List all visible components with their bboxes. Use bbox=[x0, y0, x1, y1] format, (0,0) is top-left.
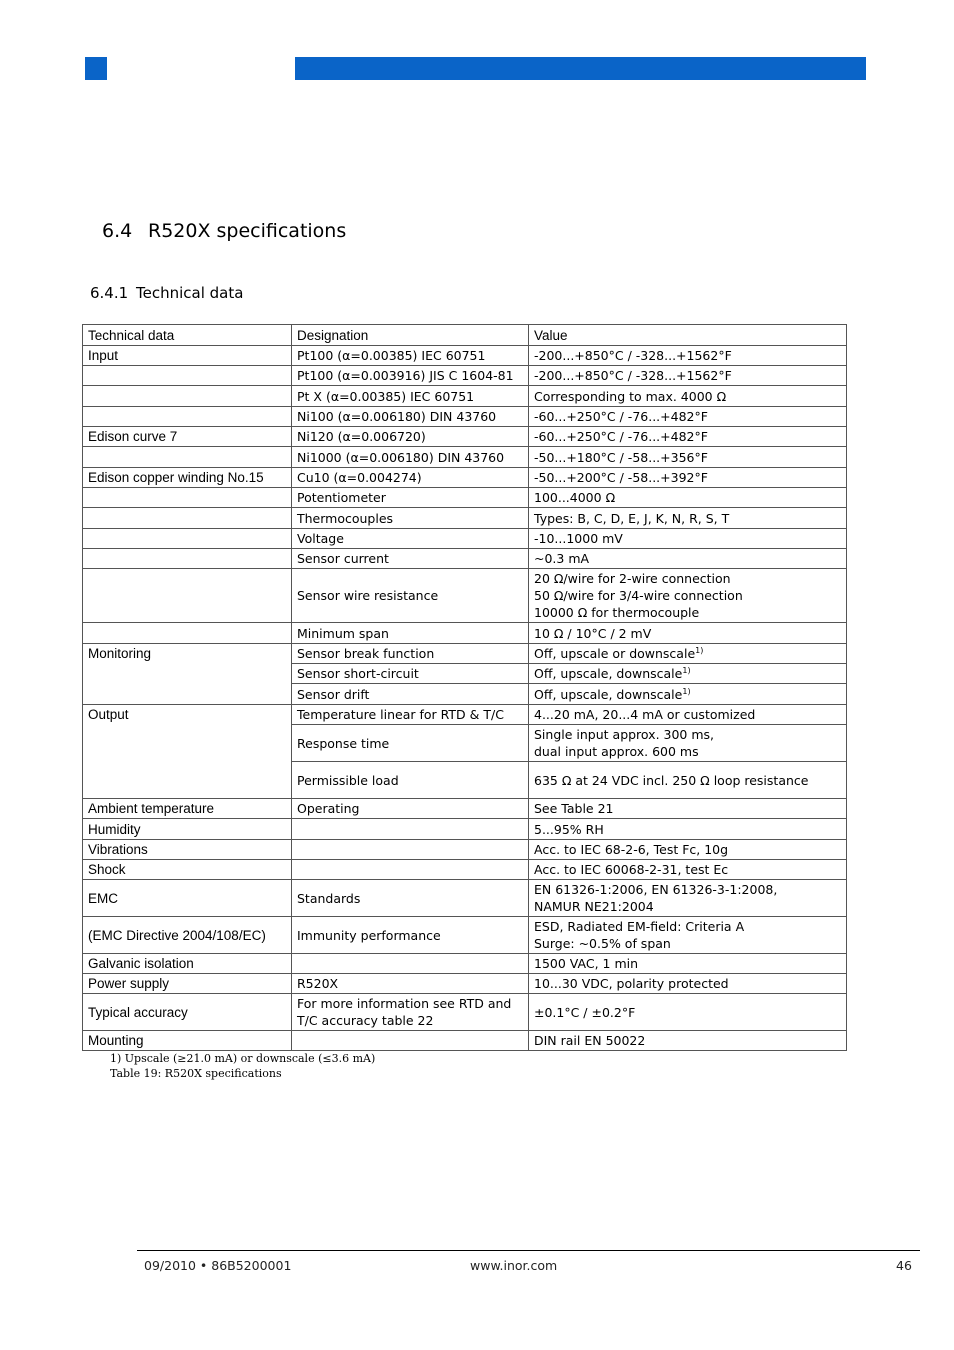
table-cell: Input bbox=[83, 346, 292, 366]
table-row bbox=[83, 529, 847, 549]
table-cell bbox=[83, 447, 292, 468]
table-row bbox=[83, 468, 847, 488]
header-brand-square bbox=[85, 57, 107, 80]
cell-text: Off, upscale, downscale bbox=[534, 686, 683, 702]
table-cell bbox=[529, 917, 847, 954]
table-cell bbox=[529, 569, 847, 623]
table-cell bbox=[83, 488, 292, 508]
footnote-ref: 1) bbox=[682, 666, 691, 675]
column-header: Technical data bbox=[83, 325, 292, 346]
table-cell: Sensor break function bbox=[292, 644, 529, 664]
table-cell: Permissible load bbox=[292, 762, 529, 799]
table-cell: Pt100 (α=0.003916) JIS C 1604-81 bbox=[292, 366, 529, 386]
table-cell: Operating bbox=[292, 799, 529, 819]
table-cell: -200...+850°C / -328...+1562°F bbox=[529, 366, 847, 386]
table-cell: Sensor short-circuit bbox=[292, 664, 529, 684]
column-header: Value bbox=[529, 325, 847, 346]
subsection-title: Technical data bbox=[136, 284, 244, 302]
table-row bbox=[83, 346, 847, 366]
cell-line: For more information see RTD and bbox=[297, 996, 512, 1011]
footer-date-docnumber: 09/2010 • 86B5200001 bbox=[144, 1258, 292, 1273]
cell-text: Off, upscale, downscale bbox=[534, 666, 683, 681]
table-cell bbox=[83, 366, 292, 386]
table-row bbox=[83, 917, 847, 954]
table-cell: 4...20 mA, 20...4 mA or customized bbox=[529, 705, 847, 725]
table-caption: Table 19: R520X specifications bbox=[110, 1067, 282, 1080]
table-cell: 635 Ω at 24 VDC incl. 250 Ω loop resistance bbox=[529, 762, 847, 799]
table-cell: Ni100 (α=0.006180) DIN 43760 bbox=[292, 407, 529, 427]
table-cell: Temperature linear for RTD & T/C bbox=[292, 705, 529, 725]
table-cell bbox=[83, 508, 292, 529]
table-cell: Potentiometer bbox=[292, 488, 529, 508]
table-cell bbox=[292, 819, 529, 840]
cell-line: EN 61326-1:2006, EN 61326-3-1:2008, bbox=[534, 882, 778, 897]
table-cell: Standards bbox=[292, 880, 529, 917]
table-cell: 10...30 VDC, polarity protected bbox=[529, 974, 847, 994]
footnote-ref: 1) bbox=[682, 686, 691, 696]
table-cell: See Table 21 bbox=[529, 799, 847, 819]
table-row bbox=[83, 974, 847, 994]
subsection-number: 6.4.1 bbox=[90, 284, 129, 302]
table-cell: Vibrations bbox=[83, 840, 292, 860]
table-cell: Humidity bbox=[83, 819, 292, 840]
table-cell: Typical accuracy bbox=[83, 994, 292, 1031]
table-cell: (EMC Directive 2004/108/EC) bbox=[83, 917, 292, 954]
table-cell: Monitoring bbox=[83, 644, 292, 705]
table-cell: -50...+180°C / -58...+356°F bbox=[529, 447, 847, 468]
cell-line: Surge: ~0.5% of span bbox=[534, 936, 671, 951]
table-row bbox=[83, 1031, 847, 1051]
table-cell: 100...4000 Ω bbox=[529, 488, 847, 508]
table-cell: Acc. to IEC 60068-2-31, test Ec bbox=[529, 860, 847, 880]
table-row bbox=[83, 447, 847, 468]
cell-line: dual input approx. 600 ms bbox=[534, 744, 699, 759]
table-cell bbox=[529, 644, 847, 664]
cell-line: T/C accuracy table 22 bbox=[297, 1013, 434, 1028]
header-brand-bar bbox=[295, 57, 866, 80]
page-number: 46 bbox=[896, 1258, 912, 1273]
table-cell: Ni120 (α=0.006720) bbox=[292, 427, 529, 447]
table-cell: Edison curve 7 bbox=[83, 427, 292, 447]
table-row bbox=[83, 644, 847, 664]
table-cell: Edison copper winding No.15 bbox=[83, 468, 292, 488]
footnote-ref: 1) bbox=[695, 646, 704, 655]
table-cell bbox=[292, 954, 529, 974]
table-cell bbox=[529, 880, 847, 917]
cell-line: 50 Ω/wire for 3/4-wire connection bbox=[534, 588, 743, 603]
table-cell: EMC bbox=[83, 880, 292, 917]
table-row bbox=[83, 569, 847, 623]
spec-table bbox=[82, 324, 847, 1051]
table-row bbox=[83, 488, 847, 508]
table-row bbox=[83, 840, 847, 860]
cell-line: 10000 Ω for thermocouple bbox=[534, 605, 700, 620]
table-cell: Galvanic isolation bbox=[83, 954, 292, 974]
table-cell: 1500 VAC, 1 min bbox=[529, 954, 847, 974]
table-row bbox=[83, 407, 847, 427]
table-cell: Sensor wire resistance bbox=[292, 569, 529, 623]
table-cell bbox=[83, 569, 292, 623]
table-cell: Minimum span bbox=[292, 623, 529, 644]
table-cell: -60...+250°C / -76...+482°F bbox=[529, 427, 847, 447]
table-cell: Immunity performance bbox=[292, 917, 529, 954]
table-cell bbox=[529, 725, 847, 762]
table-cell: Corresponding to max. 4000 Ω bbox=[529, 386, 847, 407]
table-cell bbox=[292, 840, 529, 860]
section-title: R520X specifications bbox=[148, 220, 347, 242]
table-row bbox=[83, 954, 847, 974]
table-cell: DIN rail EN 50022 bbox=[529, 1031, 847, 1051]
table-cell bbox=[83, 407, 292, 427]
table-row bbox=[83, 386, 847, 407]
table-cell: Sensor current bbox=[292, 549, 529, 569]
table-cell bbox=[83, 549, 292, 569]
table-cell bbox=[83, 386, 292, 407]
table-cell: -200...+850°C / -328...+1562°F bbox=[529, 346, 847, 366]
table-cell: Sensor drift bbox=[292, 684, 529, 705]
section-heading bbox=[102, 220, 346, 242]
cell-line: 20 Ω/wire for 2-wire connection bbox=[534, 571, 731, 586]
cell-line: Single input approx. 300 ms, bbox=[534, 727, 715, 742]
table-cell: R520X bbox=[292, 974, 529, 994]
table-cell: Thermocouples bbox=[292, 508, 529, 529]
table-cell bbox=[292, 994, 529, 1031]
table-row bbox=[83, 860, 847, 880]
table-row bbox=[83, 705, 847, 725]
table-cell bbox=[83, 529, 292, 549]
cell-line: NAMUR NE21:2004 bbox=[534, 899, 654, 914]
table-cell: Shock bbox=[83, 860, 292, 880]
cell-text: Off, upscale or downscale bbox=[534, 646, 696, 661]
table-cell: Acc. to IEC 68-2-6, Test Fc, 10g bbox=[529, 840, 847, 860]
table-cell: Ambient temperature bbox=[83, 799, 292, 819]
table-row bbox=[83, 819, 847, 840]
table-row bbox=[83, 623, 847, 644]
section-number: 6.4 bbox=[102, 220, 133, 242]
table-row bbox=[83, 549, 847, 569]
table-cell bbox=[83, 623, 292, 644]
table-cell: 5...95% RH bbox=[529, 819, 847, 840]
table-row bbox=[83, 799, 847, 819]
footer-website-link[interactable]: www.inor.com bbox=[470, 1258, 558, 1273]
table-row bbox=[83, 508, 847, 529]
table-cell: ~0.3 mA bbox=[529, 549, 847, 569]
column-header: Designation bbox=[292, 325, 529, 346]
table-cell: Response time bbox=[292, 725, 529, 762]
table-cell: Ni1000 (α=0.006180) DIN 43760 bbox=[292, 447, 529, 468]
subsection-heading bbox=[90, 284, 243, 302]
table-cell: Voltage bbox=[292, 529, 529, 549]
table-header-row bbox=[83, 325, 847, 346]
cell-line: ESD, Radiated EM-field: Criteria A bbox=[534, 919, 745, 934]
table-cell: Types: B, C, D, E, J, K, N, R, S, T bbox=[529, 508, 847, 529]
table-cell bbox=[529, 684, 847, 705]
table-cell bbox=[292, 860, 529, 880]
table-cell: ±0.1°C / ±0.2°F bbox=[529, 994, 847, 1031]
table-cell bbox=[529, 664, 847, 684]
table-cell: Output bbox=[83, 705, 292, 799]
table-cell: Cu10 (α=0.004274) bbox=[292, 468, 529, 488]
table-row bbox=[83, 994, 847, 1031]
table-cell: Pt X (α=0.00385) IEC 60751 bbox=[292, 386, 529, 407]
table-row bbox=[83, 366, 847, 386]
table-cell bbox=[292, 1031, 529, 1051]
table-footnote: 1) Upscale (≥21.0 mA) or downscale (≤3.6 mA) bbox=[110, 1052, 376, 1065]
table-cell: -10...1000 mV bbox=[529, 529, 847, 549]
footer-divider bbox=[137, 1250, 920, 1251]
table-cell: 10 Ω / 10°C / 2 mV bbox=[529, 623, 847, 644]
table-cell: -60...+250°C / -76...+482°F bbox=[529, 407, 847, 427]
table-row bbox=[83, 880, 847, 917]
table-cell: -50...+200°C / -58...+392°F bbox=[529, 468, 847, 488]
table-cell: Pt100 (α=0.00385) IEC 60751 bbox=[292, 346, 529, 366]
table-row bbox=[83, 427, 847, 447]
table-cell: Mounting bbox=[83, 1031, 292, 1051]
table-cell: Power supply bbox=[83, 974, 292, 994]
